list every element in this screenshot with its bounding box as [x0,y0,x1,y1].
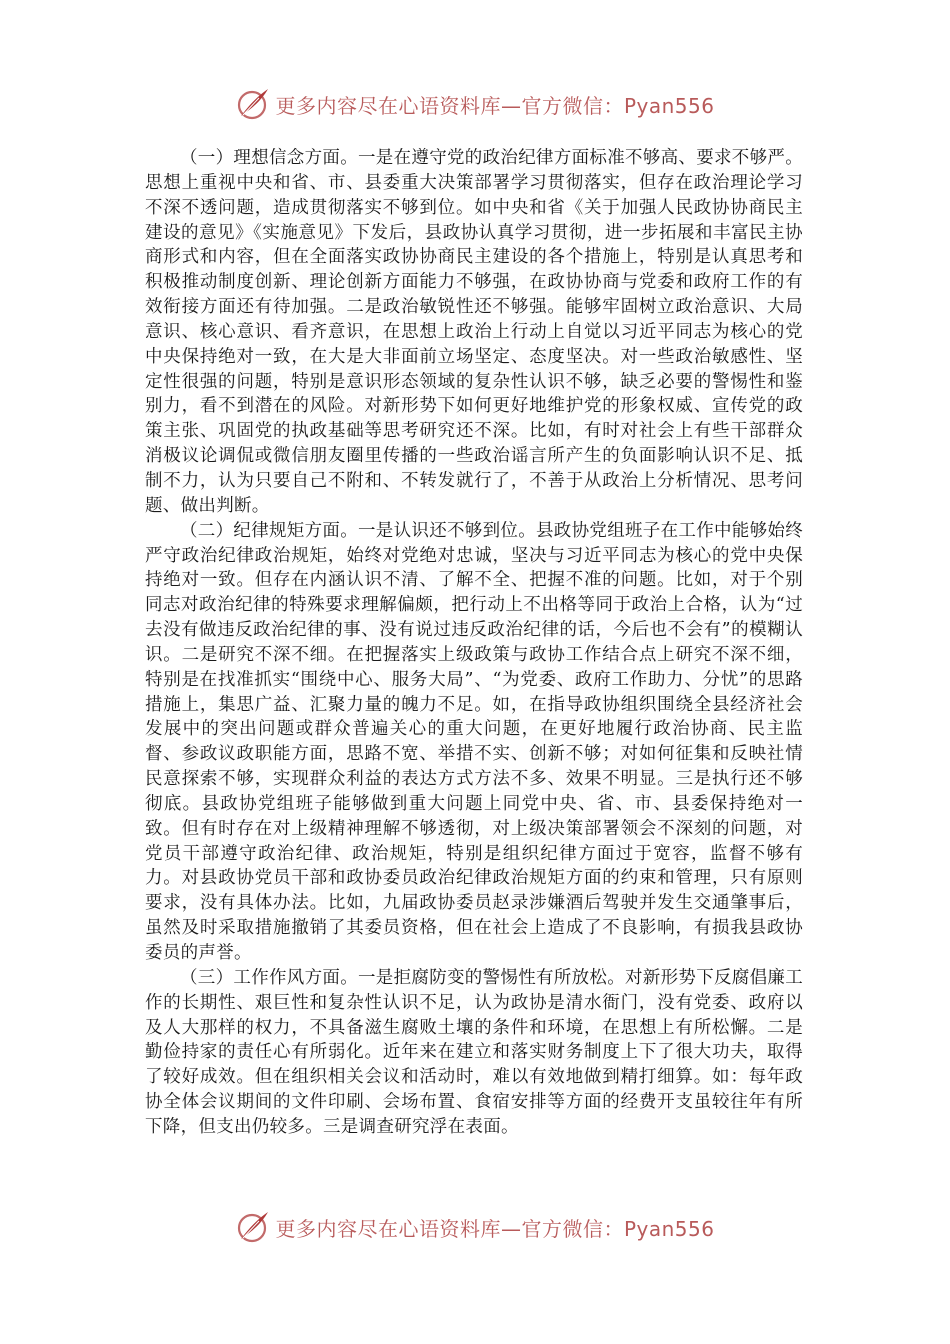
header-banner [0,84,950,124]
banner-text: 更多内容尽在心语资料库—官方微信：Pyan556 [275,93,715,118]
paragraph-ideals-beliefs: （一）理想信念方面。一是在遵守党的政治纪律方面标准不够高、要求不够严。思想上重视中央和省、市、县委重大决策部署学习贯彻落实，但存在政治理论学习不深不透问题，造成贯彻落实不够到位。如中央和省《关于加强人民政协协商民主建设的意见》《实施意见》下发后，县政协认真学习贯彻，进一步拓展和丰富民主协商形式和内容，但在全面落实政协协商民主建设的各个措施上，特别是认真思考和积极推动制度创新、理论创新方面能力不够强，在政协协商与党委和政府工作的有效衔接方面还有待加强。二是政治敏锐性还不够强。能够牢固树立政治意识、大局意识、核心意识、看齐意识，在思想上政治上行动上自觉以习近平同志为核心的党中央保持绝对一致，在大是大非面前立场坚定、态度坚决。对一些政治敏感性、坚定性很强的问题，特别是意识形态领域的复杂性认识不够，缺乏必要的警惕性和鉴别力，看不到潜在的风险。对新形势下如何更好地维护党的形象权威、宣传党的政策主张、巩固党的执政基础等思考研究还不深。比如，有时对社会上有些干部群众消极议论调侃或微信朋友圈里传播的一些政治谣言所产生的负面影响认识不足、抵制不力，认为只要自己不附和、不转发就行了，不善于从政治上分析情况、思考问题、做出判断。 [145,148,803,516]
banner-text: 更多内容尽在心语资料库—官方微信：Pyan556 [275,1216,715,1241]
quill-pen-logo-icon [235,86,271,122]
document-body [145,146,803,1140]
quill-pen-logo-icon [235,1209,271,1245]
footer-banner [0,1207,950,1247]
paragraph-work-style: （三）工作作风方面。一是拒腐防变的警惕性有所放松。对新形势下反腐倡廉工作的长期性、艰巨性和复杂性认识不足，认为政协是清水衙门，没有党委、政府以及人大那样的权力，不具备滋生腐败土壤的条件和环境，在思想上有所松懈。二是勤俭持家的责任心有所弱化。近年来在建立和落实财务制度上下了很大功夫，取得了较好成效。但在组织相关会议和活动时，难以有效地做到精打细算。如：每年政协全体会议期间的文件印刷、会场布置、食宿安排等方面的经费开支虽较往年有所下降，但支出仍较多。三是调查研究浮在表面。 [145,967,803,1137]
paragraph-discipline-rules: （二）纪律规矩方面。一是认识还不够到位。县政协党组班子在工作中能够始终严守政治纪律政治规矩，始终对党绝对忠诚，坚决与习近平同志为核心的党中央保持绝对一致。但存在内涵认识不清、了解不全、把握不准的问题。比如，对于个别同志对政治纪律的特殊要求理解偏颇，把行动上不出格等同于政治上合格，认为“过去没有做违反政治纪律的事、没有说过违反政治纪律的话，今后也不会有”的模糊认识。二是研究不深不细。在把握落实上级政策与政协工作结合点上研究不深不细，特别是在找准抓实“围绕中心、服务大局”、“为党委、政府工作助力、分忧”的思路措施上，集思广益、汇聚力量的魄力不足。如，在指导政协组织围绕全县经济社会发展中的突出问题或群众普遍关心的重大问题，在更好地履行政治协商、民主监督、参政议政职能方面，思路不宽、举措不实、创新不够；对如何征集和反映社情民意探索不够，实现群众利益的表达方式方法不多、效果不明显。三是执行还不够彻底。县政协党组班子能够做到重大问题上同党中央、省、市、县委保持绝对一致。但有时存在对上级精神理解不够透彻，对上级决策部署领会不深刻的问题，对党员干部遵守政治纪律、政治规矩，特别是组织纪律方面过于宽容，监督不够有力。对县政协党员干部和政协委员政治纪律政治规矩方面的约束和管理，只有原则要求，没有具体办法。比如，九届政协委员赵录涉嫌酒后驾驶并发生交通肇事后，虽然及时采取措施撤销了其委员资格，但在社会上造成了不良影响，有损我县政协委员的声誉。 [145,520,803,963]
